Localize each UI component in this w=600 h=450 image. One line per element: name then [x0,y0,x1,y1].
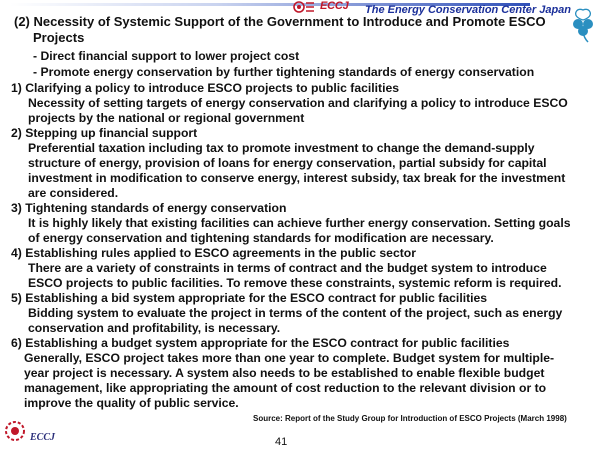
section-body-line: It is highly likely that existing facilities can achieve further energy conservation. Setting goals [28,216,571,230]
eccj-footer-logo-icon [2,418,28,444]
section-body-line: Bidding system to evaluate the project in terms of the content of the project, such as energy [28,306,563,320]
clover-icon [570,8,596,44]
bullet-item: - Promote energy conservation by further tightening standards of energy conservation [33,65,535,79]
section-body-line: structure of energy, provision of loans for energy conservation, partial subsidy for capital [28,156,547,170]
page-title-line-2: Projects [33,30,85,45]
section-body-line: year project is necessary. A system also needs to be established to enable flexible budget [24,366,545,380]
section-heading-3: 3) Tightening standards of energy conservation [11,201,287,215]
section-body-line: of energy conservation and tightening standards for modification are necessary. [28,231,494,245]
bullet-item: - Direct financial support to lower project cost [33,49,300,63]
section-body-line: investment in modification to conserve energy, interest subsidy, tax break for the investment [28,171,566,185]
page-title-line-1: (2) Necessity of Systemic Support of the Government to Introduce and Promote ESCO [14,14,546,29]
eccj-footer-logo-text: ECCJ [30,432,56,443]
section-body-line: ESCO projects to public facilities. To remove these constraints, systemic reform is required. [28,276,562,290]
section-heading-5: 5) Establishing a bid system appropriate for the ESCO contract for public facilities [11,291,488,305]
section-body-line: There are a variety of constraints in terms of contract and the budget system to introduce [28,261,547,275]
eccj-logo-text: ECCJ [320,0,349,12]
section-heading-4: 4) Establishing rules applied to ESCO agreements in the public sector [11,246,416,260]
section-body-line: Necessity of setting targets of energy conservation and clarifying a policy to introduce ESCO [28,96,568,110]
section-heading-2: 2) Stepping up financial support [11,126,198,140]
source-citation: Source: Report of the Study Group for Introduction of ESCO Projects (March 1998) [253,414,567,423]
page-number: 41 [275,436,288,448]
section-heading-1: 1) Clarifying a policy to introduce ESCO projects to public facilities [11,81,400,95]
section-heading-6: 6) Establishing a budget system appropriate for the ESCO contract for public facilities [11,336,510,350]
section-body-line: Preferential taxation including tax to promote investment to change the demand-supply [28,141,535,155]
section-body-line: Generally, ESCO project takes more than one year to complete. Budget system for multiple- [24,351,555,365]
section-body-line: conservation and profitability, is necessary. [28,321,281,335]
section-body-line: projects by the national or regional government [28,111,305,125]
section-body-line: improve the quality of public service. [24,396,239,410]
section-body-line: management, like appropriating the amount of cost reduction to the relevant division or to [24,381,547,395]
organization-name: The Energy Conservation Center Japan [365,4,571,16]
eccj-logo-icon [292,0,316,14]
section-body-line: are considered. [28,186,119,200]
